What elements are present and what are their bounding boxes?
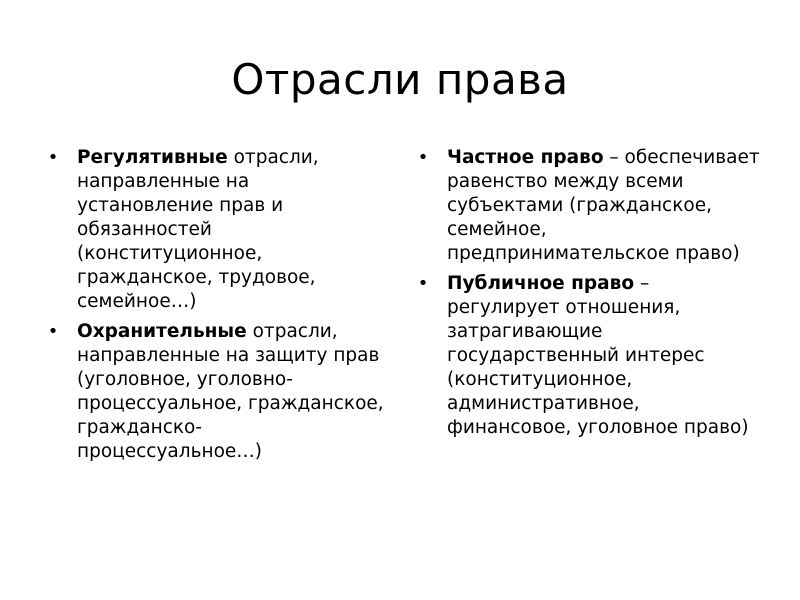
bullet-item-protective bbox=[46, 320, 386, 464]
bullet-term: Частное право bbox=[447, 147, 604, 168]
right-bullet-list bbox=[416, 146, 766, 446]
bullet-dot-icon: • bbox=[47, 321, 59, 342]
bullet-dot-icon: • bbox=[417, 147, 429, 168]
bullet-term: Публичное право bbox=[447, 273, 635, 294]
bullet-text: отрасли, направленные на защиту прав (уголовное, уголовно-процессуальное, гражданское, гражданско-процессуальное…) bbox=[77, 321, 384, 462]
bullet-dot-icon: • bbox=[417, 273, 429, 294]
slide-title: Отрасли права bbox=[231, 55, 569, 104]
bullet-text: отрасли, направленные на установление прав и обязанностей (конституционное, гражданское, трудовое, семейное…) bbox=[77, 147, 319, 312]
bullet-text: – обеспечивает равенство между всеми субъектами (гражданское, семейное, предпринимательское право) bbox=[447, 147, 760, 264]
left-bullet-list bbox=[46, 146, 386, 470]
bullet-item-regulatory bbox=[46, 146, 386, 314]
bullet-term: Охранительные bbox=[77, 321, 247, 342]
bullet-text: – регулирует отношения, затрагивающие государственный интерес (конституционное, административное, финансовое, уголовное право) bbox=[447, 273, 749, 438]
bullet-term: Регулятивные bbox=[77, 147, 228, 168]
bullet-item-private-law bbox=[416, 146, 766, 266]
bullet-item-public-law bbox=[416, 272, 766, 440]
bullet-dot-icon: • bbox=[47, 147, 59, 168]
